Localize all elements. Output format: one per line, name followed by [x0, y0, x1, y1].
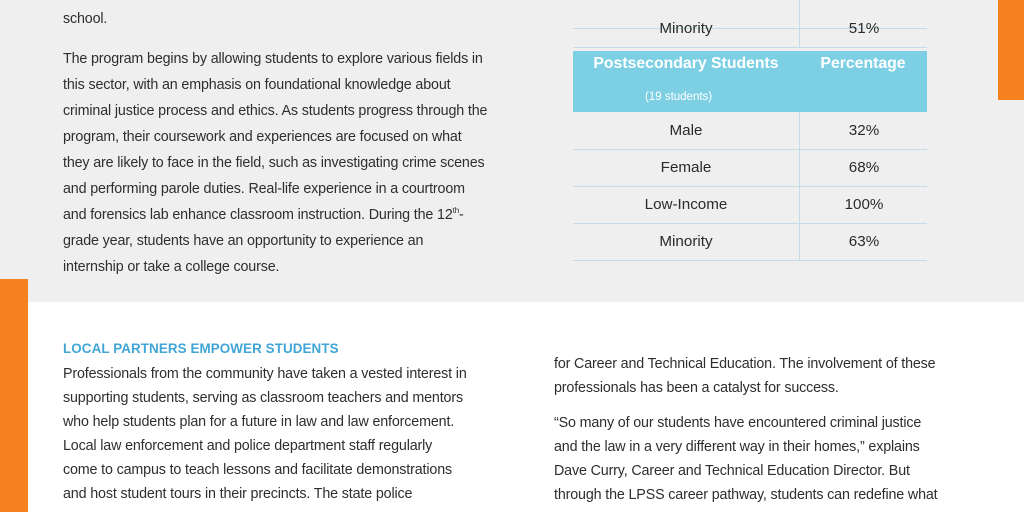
program-line: and performing parole duties. Real-life experience in a courtroom	[63, 181, 465, 197]
program-line: program, their coursework and experiences are focused on what	[63, 129, 462, 145]
paragraph-line: for Career and Technical Education. The involvement of these	[554, 356, 936, 372]
row-value: 63%	[799, 223, 928, 260]
table-row	[573, 223, 927, 261]
table-row	[573, 186, 927, 224]
paragraph-line: come to campus to teach lessons and facilitate demonstrations	[63, 462, 452, 478]
row-label: Female	[660, 159, 712, 176]
program-line: they are likely to face in the field, such as investigating crime scenes	[63, 155, 485, 171]
row-value: 68%	[799, 149, 928, 186]
right-orange-accent	[998, 0, 1024, 100]
postsecondary-header	[573, 51, 927, 112]
section-heading: LOCAL PARTNERS EMPOWER STUDENTS	[63, 341, 339, 356]
program-paragraph	[63, 46, 533, 280]
program-line: criminal justice process and ethics. As students progress through the	[63, 103, 488, 119]
superscript-dash: -	[459, 207, 464, 223]
paragraph-line: and the law in a very different way in their homes,” explains	[554, 439, 920, 455]
cte-paragraph	[554, 352, 984, 400]
paragraph-line: who help students plan for a future in law and law enforcement.	[63, 414, 455, 430]
program-line: The program begins by allowing students to explore various fields in	[63, 51, 483, 67]
row-value: 100%	[799, 186, 928, 223]
table-row	[573, 149, 927, 187]
row-label: Male	[669, 122, 703, 139]
quote-paragraph	[554, 411, 984, 507]
school-fragment: school.	[63, 11, 108, 27]
paragraph-line: supporting students, serving as classroom teachers and mentors	[63, 390, 463, 406]
row-value: 32%	[799, 112, 928, 149]
program-line: this sector, with an emphasis on foundational knowledge about	[63, 77, 451, 93]
program-line: and forensics lab enhance classroom instruction. During the 12	[63, 207, 453, 223]
paragraph-line: and host student tours in their precincts. The state police	[63, 486, 413, 502]
paragraph-line: “So many of our students have encountered criminal justice	[554, 415, 922, 431]
program-line: internship or take a college course.	[63, 259, 280, 275]
row-label: Minority	[659, 233, 713, 250]
paragraph-line: Local law enforcement and police department staff regularly	[63, 438, 433, 454]
program-line: grade year, students have an opportunity to experience an	[63, 233, 424, 249]
table-row	[573, 112, 927, 150]
header-percentage: Percentage	[820, 55, 906, 72]
row-label: Minority	[659, 20, 713, 37]
table-row	[573, 10, 927, 48]
header-label: Postsecondary Students	[593, 55, 779, 72]
paragraph-line: Dave Curry, Career and Technical Education Director. But	[554, 463, 910, 479]
paragraph-line: Professionals from the community have taken a vested interest in	[63, 366, 467, 382]
header-subtitle: (19 students)	[645, 91, 713, 103]
paragraph-line: professionals has been a catalyst for success.	[554, 380, 839, 396]
paragraph-line: through the LPSS career pathway, students can redefine what	[554, 487, 938, 503]
superscript-th: th	[452, 206, 460, 215]
partners-paragraph	[63, 362, 533, 506]
left-orange-accent	[0, 279, 28, 512]
row-label: Low-Income	[644, 196, 728, 213]
row-value: 51%	[799, 10, 928, 47]
